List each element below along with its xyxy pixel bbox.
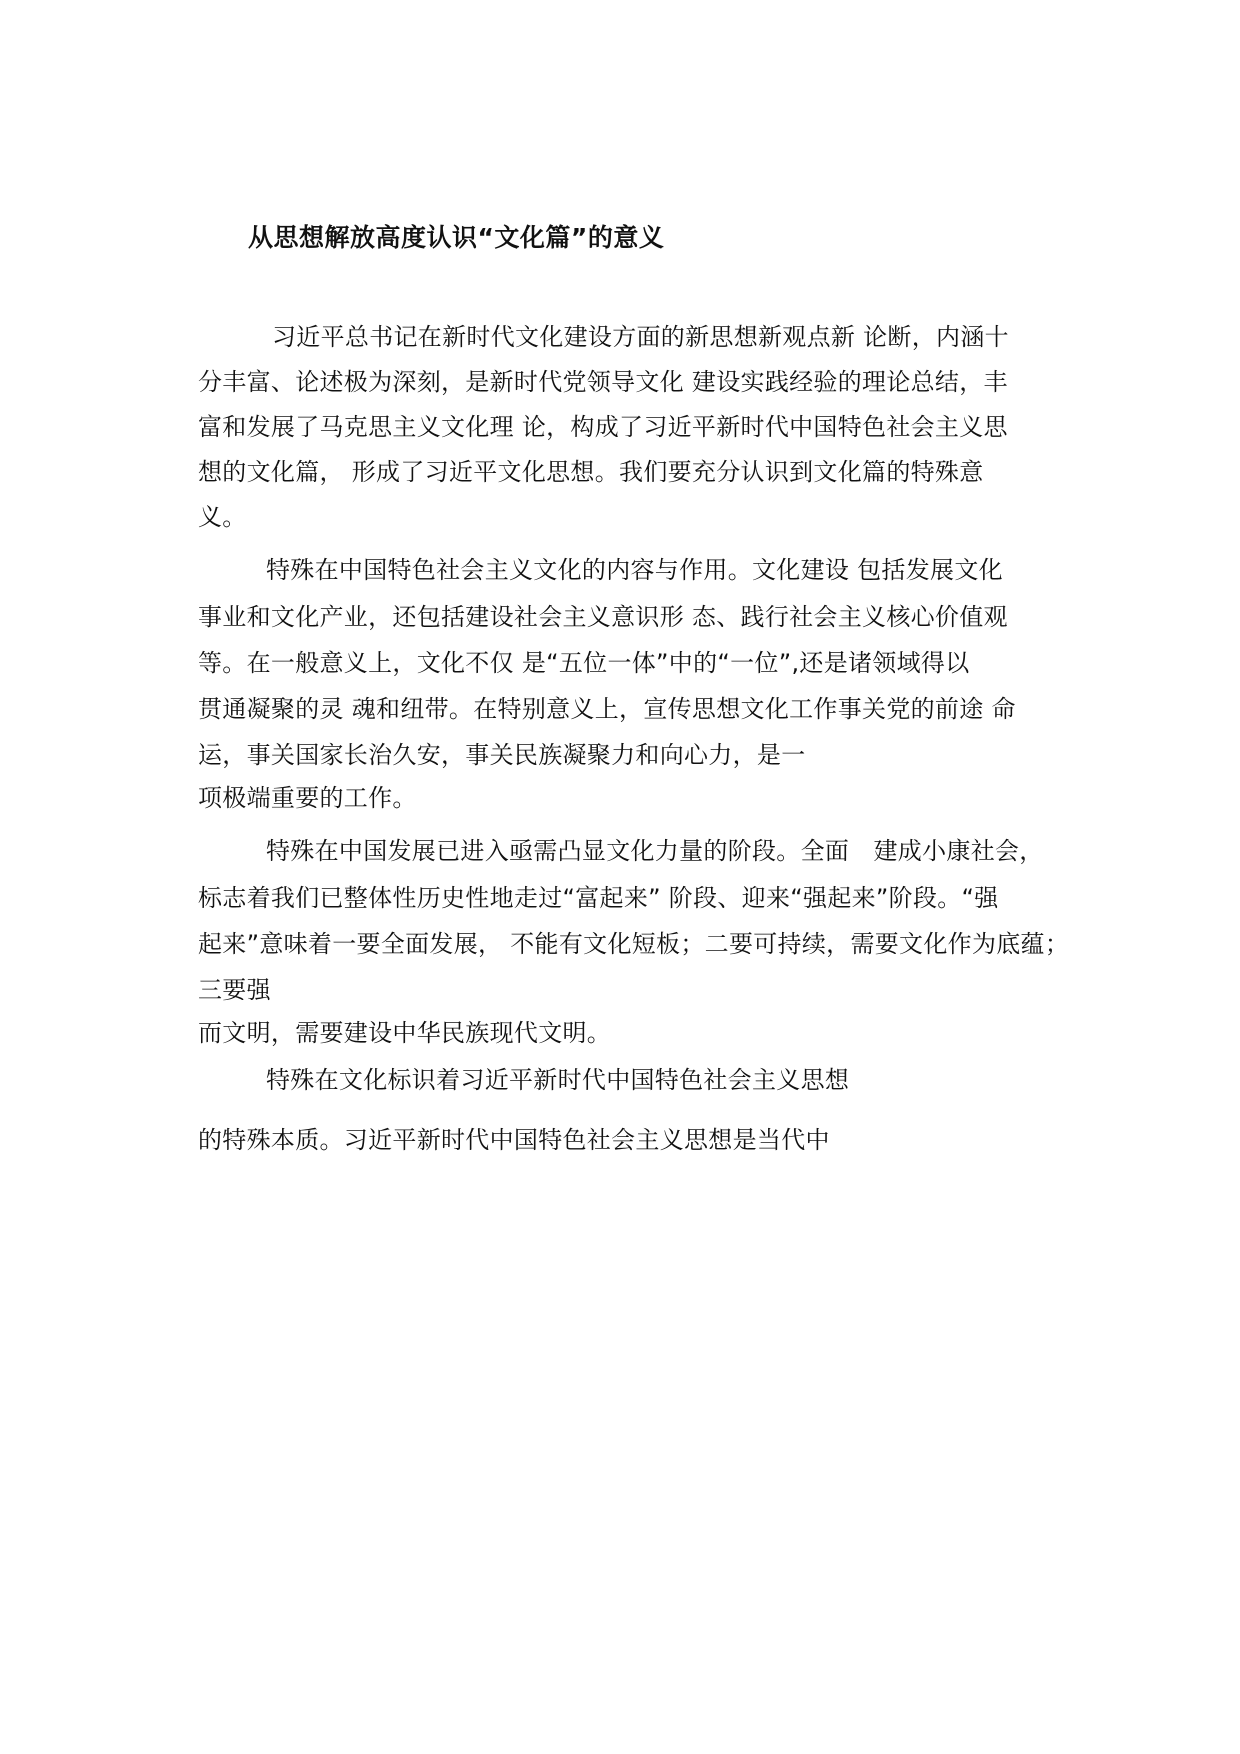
paragraph-3-line-3: 起来”意味着一要全面发展， 不能有文化短板；二要可持续，需要文化作为底蕴；	[198, 930, 1070, 958]
paragraph-2-line-3: 等。在一般意义上，文化不仅 是“五位一体”中的“一位”,还是诸领域得以	[198, 649, 970, 677]
paragraph-1-line-4: 想的文化篇， 形成了习近平文化思想。我们要充分认识到文化篇的特殊意	[198, 458, 984, 486]
paragraph-4-line-2: 的特殊本质。习近平新时代中国特色社会主义思想是当代中	[198, 1126, 830, 1154]
paragraph-1-line-1: 习近平总书记在新时代文化建设方面的新思想新观点新 论断，内涵十	[272, 323, 1009, 351]
paragraph-3-line-1: 特殊在中国发展已进入亟需凸显文化力量的阶段。全面 建成小康社会，	[266, 837, 1044, 865]
paragraph-3-line-5: 而文明，需要建设中华民族现代文明。	[198, 1019, 612, 1047]
paragraph-3-line-4: 三要强	[198, 976, 271, 1004]
paragraph-2-line-5: 运，事关国家长治久安，事关民族凝聚力和向心力，是一	[198, 741, 806, 769]
paragraph-3-line-2: 标志着我们已整体性历史性地走过“富起来” 阶段、迎来“强起来”阶段。“强	[198, 884, 999, 912]
paragraph-2-line-6: 项极端重要的工作。	[198, 784, 417, 812]
paragraph-1-line-2: 分丰富、论述极为深刻，是新时代党领导文化 建设实践经验的理论总结，丰	[198, 368, 1008, 396]
paragraph-1-line-3: 富和发展了马克思主义文化理 论，构成了习近平新时代中国特色社会主义思	[198, 413, 1008, 441]
document-title: 从思想解放高度认识“文化篇”的意义	[248, 223, 665, 252]
paragraph-1-line-5: 义。	[198, 503, 247, 531]
paragraph-2-line-1: 特殊在中国特色社会主义文化的内容与作用。文化建设 包括发展文化	[266, 556, 1003, 584]
paragraph-2-line-4: 贯通凝聚的灵 魂和纽带。在特别意义上，宣传思想文化工作事关党的前途 命	[198, 695, 1016, 723]
paragraph-2-line-2: 事业和文化产业，还包括建设社会主义意识形 态、践行社会主义核心价值观	[198, 603, 1008, 631]
paragraph-4-line-1: 特殊在文化标识着习近平新时代中国特色社会主义思想	[266, 1066, 850, 1094]
